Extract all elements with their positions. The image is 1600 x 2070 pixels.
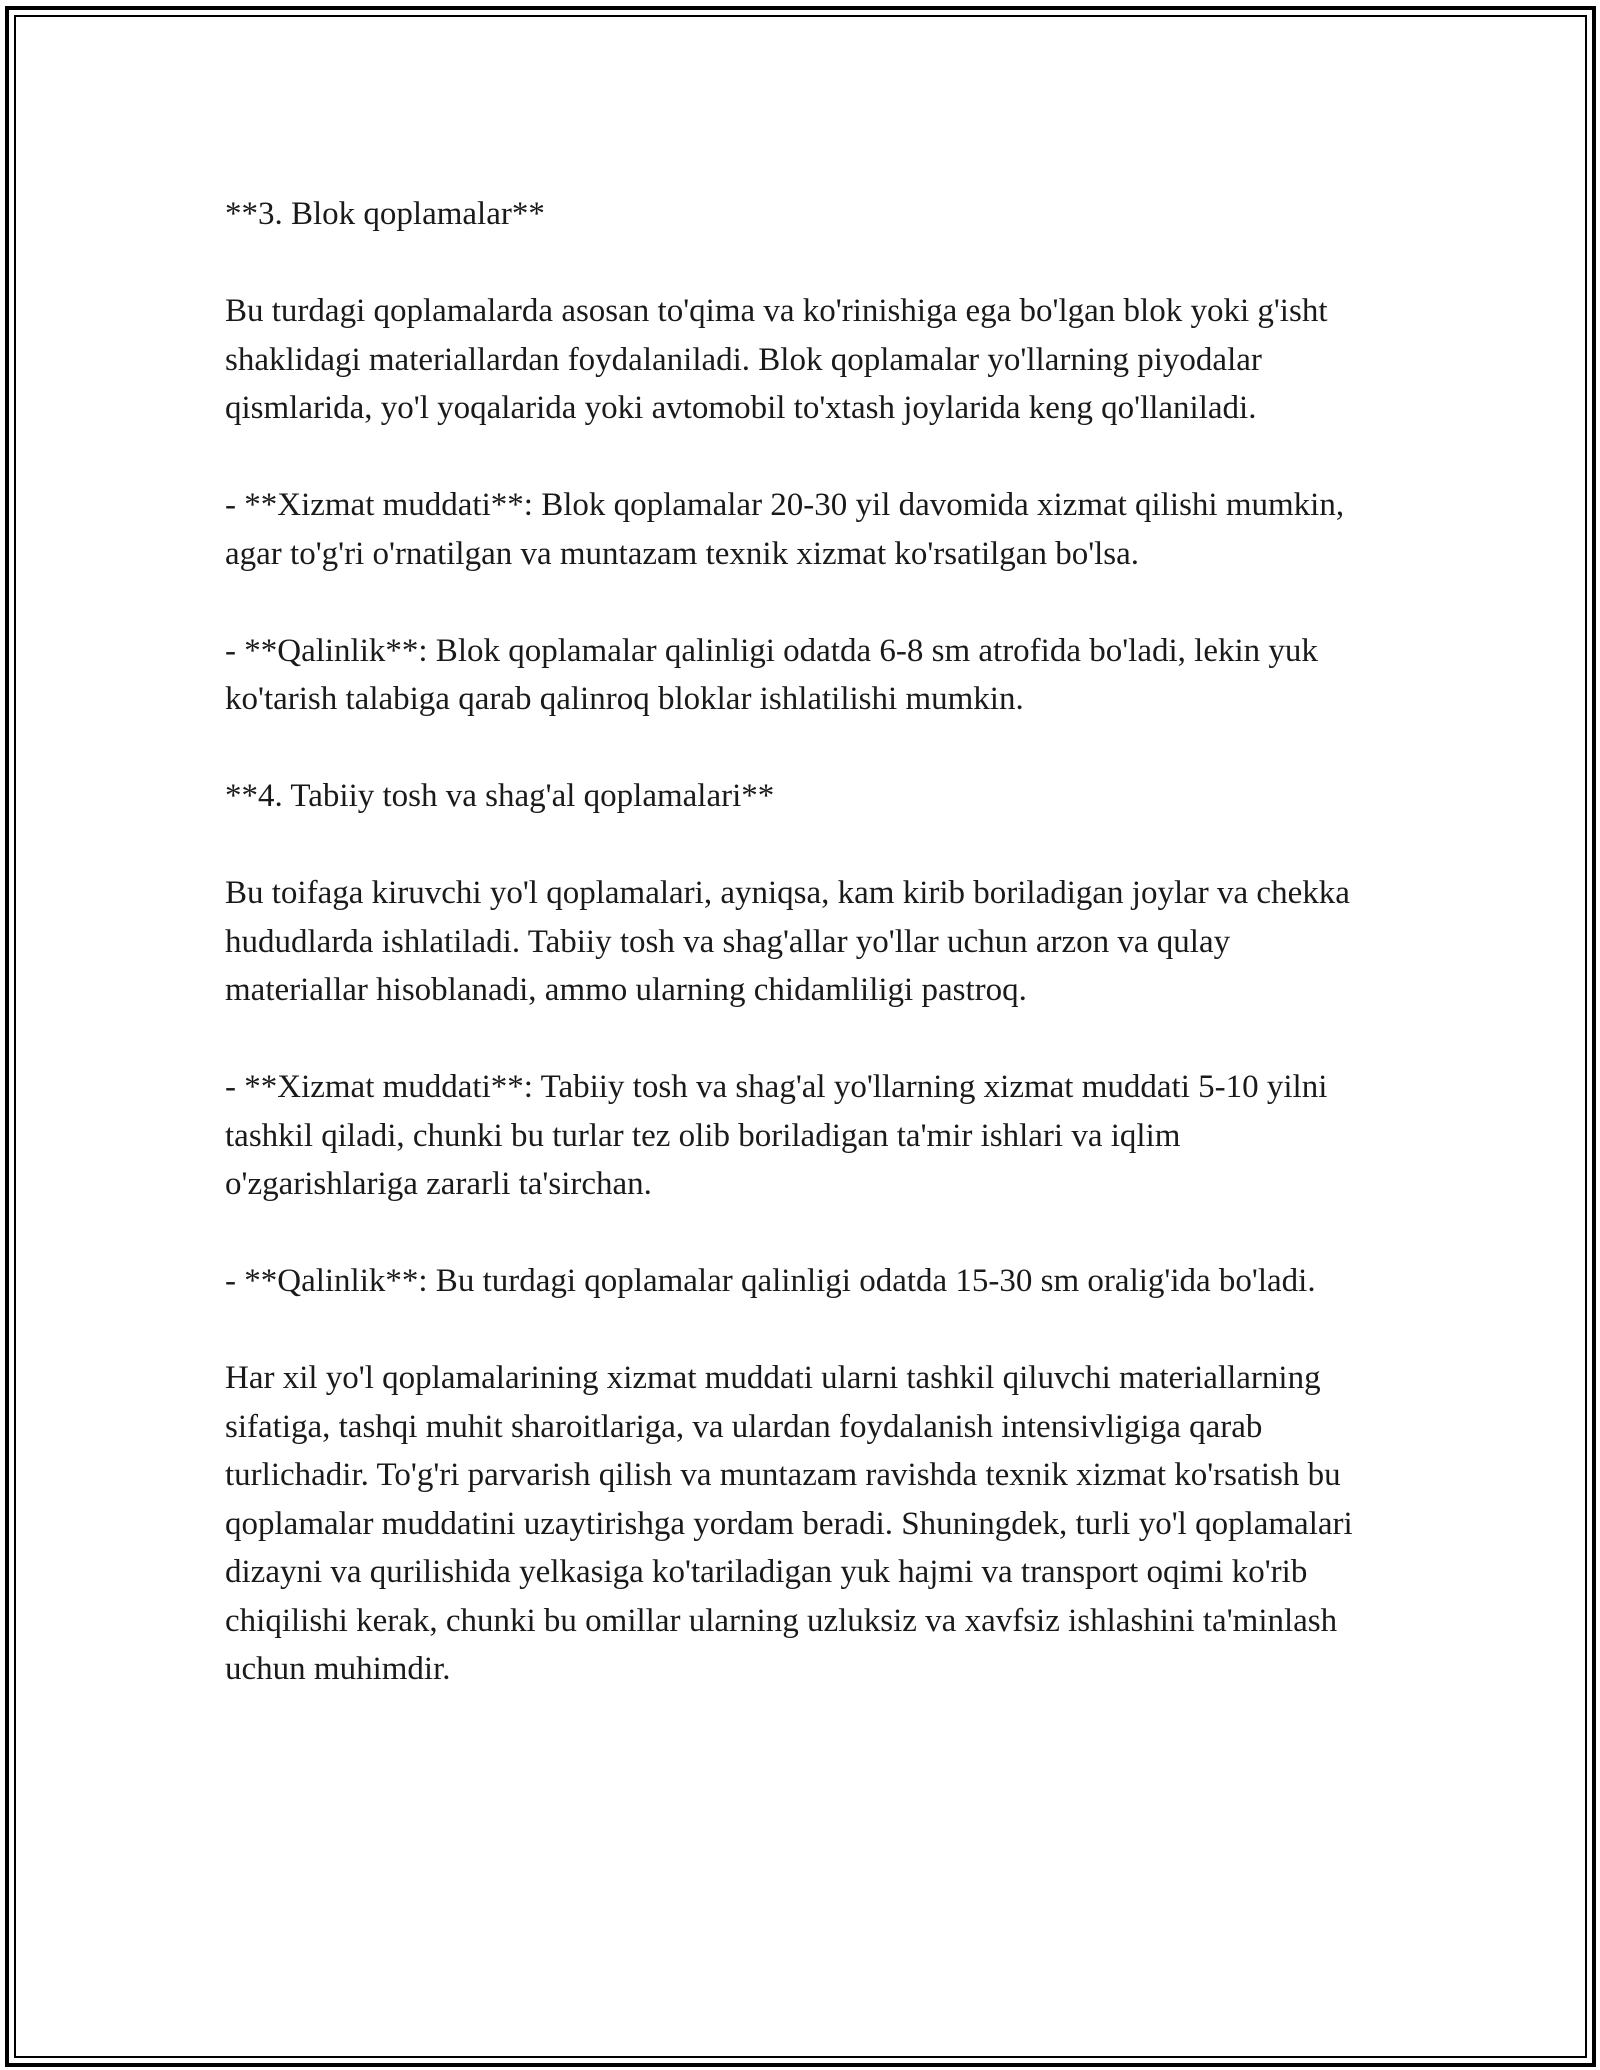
paragraph-blok-intro: Bu turdagi qoplamalarda asosan to'qima va ko'rinishiga ega bo'lgan blok yoki g'isht shaklidagi materiallardan foydalaniladi. Blok qoplamalar yo'llarning piyodalar qismlarida, yo'l yoqalarida yoki avtomobil to'xtash joylarida keng qo'llaniladi.: [225, 293, 1328, 426]
paragraph-conclusion: Har xil yo'l qoplamalarining xizmat muddati ularni tashkil qiluvchi materiallarning sifatiga, tashqi muhit sharoitlariga, va ulardan foydalanish intensivligiga qarab turlichadir. To'g'ri parvarish qilish va muntazam ravishda texnik xizmat ko'rsatish bu qoplamalar muddatini uzaytirishga yordam beradi. Shuningdek, turli yo'l qoplamalari dizayni va qurilishida yelkasiga ko'tariladigan yuk hajmi va transport oqimi ko'rib chiqilishi kerak, chunki bu omillar ularning uzluksiz va xavfsiz ishlashini ta'minlash uchun muhimdir.: [225, 1360, 1353, 1687]
list-item-tosh-service-life: - **Xizmat muddati**: Tabiiy tosh va shag'al yo'llarning xizmat muddati 5-10 yilni tashkil qiladi, chunki bu turlar tez olib boriladigan ta'mir ishlari va iqlim o'zgarishlariga zararli ta'sirchan.: [225, 1069, 1328, 1202]
section-heading-blok: **3. Blok qoplamalar**: [225, 196, 545, 232]
section-heading-tabiiy-tosh: **4. Tabiiy tosh va shag'al qoplamalari**: [225, 778, 775, 814]
list-item-tosh-thickness: - **Qalinlik**: Bu turdagi qoplamalar qalinligi odatda 15-30 sm oralig'ida bo'ladi.: [225, 1263, 1316, 1299]
document-body: [225, 190, 1360, 1694]
paragraph-tabiiy-tosh-intro: Bu toifaga kiruvchi yo'l qoplamalari, ayniqsa, kam kirib boriladigan joylar va chekka hududlarda ishlatiladi. Tabiiy tosh va shag'allar yo'llar uchun arzon va qulay materiallar hisoblanadi, ammo ularning chidamliligi pastroq.: [225, 875, 1350, 1008]
list-item-blok-service-life: - **Xizmat muddati**: Blok qoplamalar 20-30 yil davomida xizmat qilishi mumkin, agar to'g'ri o'rnatilgan va muntazam texnik xizmat ko'rsatilgan bo'lsa.: [225, 487, 1345, 572]
list-item-blok-thickness: - **Qalinlik**: Blok qoplamalar qalinligi odatda 6-8 sm atrofida bo'ladi, lekin yuk ko'tarish talabiga qarab qalinroq bloklar ishlatilishi mumkin.: [225, 632, 1318, 717]
